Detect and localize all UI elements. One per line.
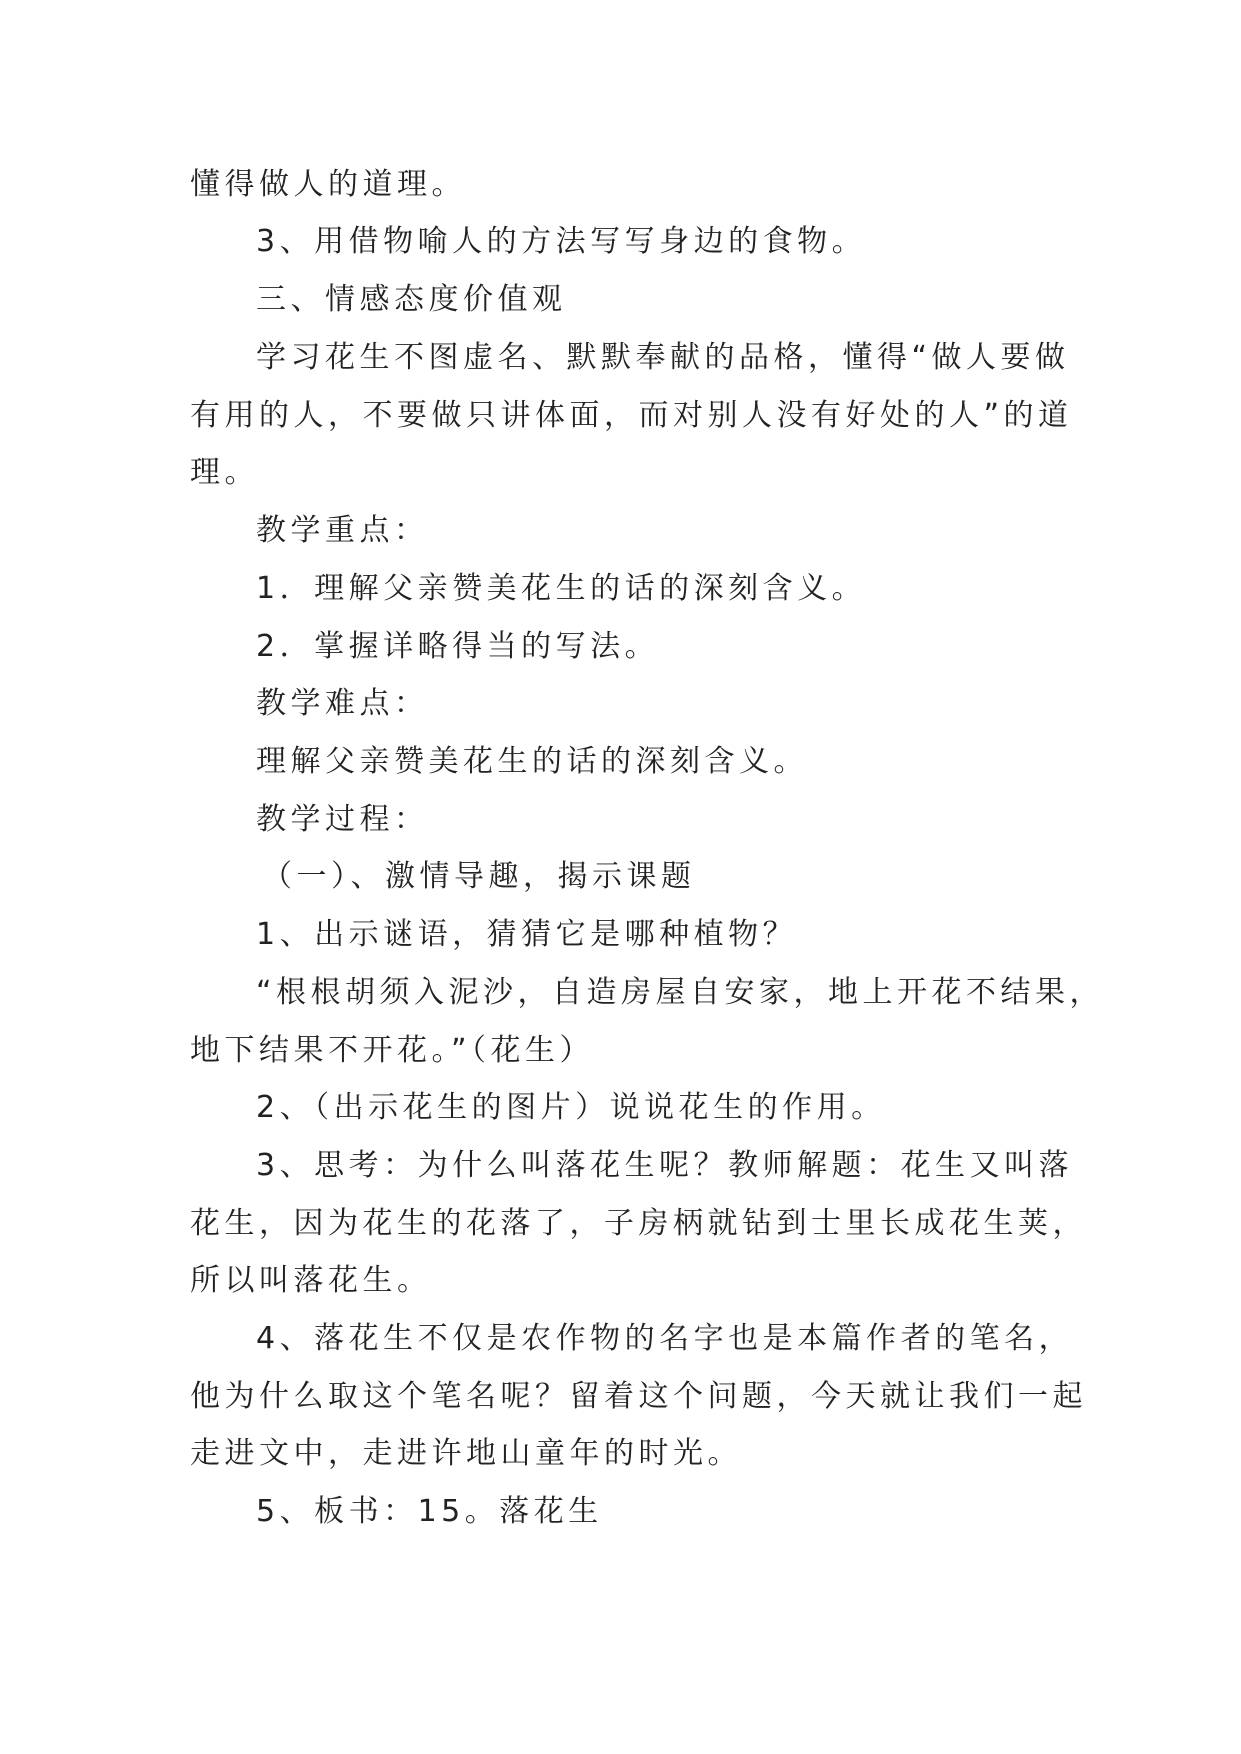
text-line: 他为什么取这个笔名呢？留着这个问题，今天就让我们一起 [190, 1379, 1087, 1414]
text-line: 2．掌握详略得当的写法。 [256, 629, 660, 664]
text-line: 地下结果不开花。”（花生） [190, 1033, 595, 1068]
text-line: 4、落花生不仅是农作物的名字也是本篇作者的笔名， [256, 1321, 1074, 1356]
text-line: 懂得做人的道理。 [190, 167, 466, 202]
text-line: 5、板书：15。落花生 [256, 1494, 603, 1529]
section-heading: 三、情感态度价值观 [256, 282, 567, 317]
text-line: 1、出示谜语，猜猜它是哪种植物？ [256, 917, 798, 952]
text-line: 3、用借物喻人的方法写写身边的食物。 [256, 224, 867, 259]
text-line: 3、思考：为什么叫落花生呢？教师解题：花生又叫落 [256, 1148, 1074, 1183]
section-heading: 教学过程： [256, 802, 429, 837]
section-heading: 教学重点： [256, 513, 429, 548]
text-line: “根根胡须入泥沙，自造房屋自安家，地上开花不结果， [256, 975, 1105, 1010]
text-line: 1．理解父亲赞美花生的话的深刻含义。 [256, 571, 867, 606]
text-line: 花生，因为花生的花落了，子房柄就钻到士里长成花生荚， [190, 1206, 1087, 1241]
text-line: 2、（出示花生的图片）说说花生的作用。 [256, 1090, 886, 1125]
text-line: 走进文中，走进许地山童年的时光。 [190, 1436, 742, 1471]
text-line: 所以叫落花生。 [190, 1263, 432, 1298]
section-heading: （一）、激情导趣，揭示课题 [262, 859, 696, 894]
text-line: 理。 [190, 455, 259, 490]
section-heading: 教学难点： [256, 686, 429, 721]
text-line: 学习花生不图虚名、默默奉献的品格，懂得“做人要做 [256, 340, 1070, 375]
text-line: 有用的人，不要做只讲体面，而对别人没有好处的人”的道 [190, 398, 1073, 433]
text-line: 理解父亲赞美花生的话的深刻含义。 [256, 744, 808, 779]
